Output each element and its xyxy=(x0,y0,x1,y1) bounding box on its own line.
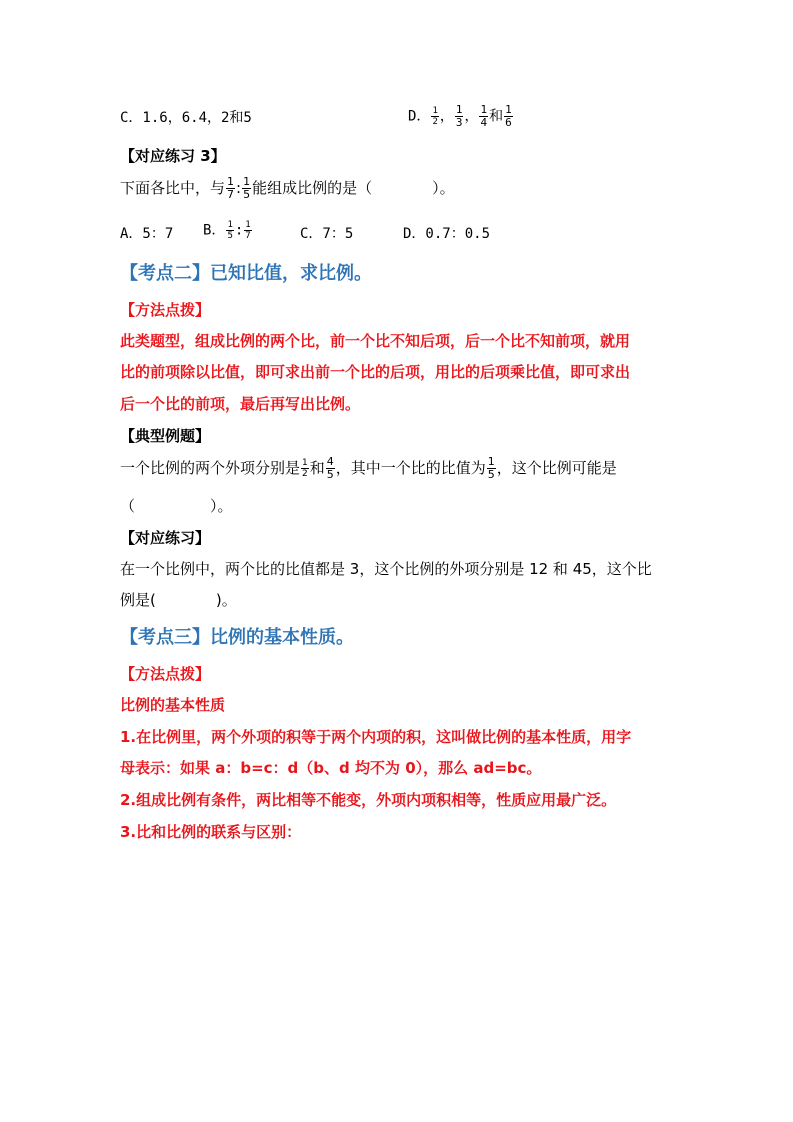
fraction-denominator: 5 xyxy=(243,188,251,201)
option-b-label: B． xyxy=(203,222,226,239)
separator: ， xyxy=(439,108,454,125)
topic3-line-2: 母表示：如果 a：b=c：d（b、d 均不为 0），那么 ad=bc。 xyxy=(120,759,542,777)
fraction-denominator: 4 xyxy=(480,116,488,129)
practice3-stem xyxy=(120,176,455,201)
fraction-denominator: 6 xyxy=(505,116,512,129)
fraction-numerator: 1 xyxy=(302,458,308,468)
prev-option-d-fraction-4 xyxy=(504,104,513,129)
example-fraction-3 xyxy=(487,456,496,481)
option-b-fraction-1 xyxy=(226,220,233,241)
topic2-method-line-3: 后一个比的前项，最后再写出比例。 xyxy=(120,395,361,413)
fraction-numerator: 1 xyxy=(487,455,495,468)
fraction-denominator: 2 xyxy=(432,117,438,127)
topic3-line-4: 3.比和比例的联系与区别： xyxy=(120,823,302,841)
practice3-options xyxy=(0,222,793,246)
stem-text: 一个比例的两个外项分别是 xyxy=(120,459,301,477)
stem-text: 能组成比例的是（ ）。 xyxy=(252,179,455,197)
topic2-example-blank: （ ）。 xyxy=(120,497,233,515)
conjunction: 和 xyxy=(489,108,504,125)
topic2-method-line-2: 比的前项除以比值，即可求出前一个比的后项，用比的后项乘比值，即可求出 xyxy=(120,363,631,381)
stem-text: ，其中一个比的比值为 xyxy=(335,459,486,477)
option-b-fraction-2 xyxy=(244,220,251,241)
fraction-denominator: 7 xyxy=(227,188,235,201)
fraction-numerator: 4 xyxy=(326,455,334,468)
option-a: A．5：7 xyxy=(120,226,174,242)
separator: ， xyxy=(464,108,479,125)
fraction-numerator: 1 xyxy=(455,103,463,116)
topic2-example-stem xyxy=(120,456,617,481)
prev-option-d xyxy=(408,104,514,129)
stem-fraction-1 xyxy=(226,176,235,201)
topic3-heading: 【考点三】比例的基本性质。 xyxy=(120,627,354,648)
fraction-denominator: 2 xyxy=(302,469,308,479)
prev-option-d-fraction-2 xyxy=(455,104,464,129)
stem-fraction-2 xyxy=(242,176,251,201)
topic2-heading: 【考点二】已知比值，求比例。 xyxy=(120,263,372,284)
prev-option-d-fraction-1 xyxy=(431,106,438,127)
fraction-numerator: 1 xyxy=(243,175,251,188)
conjunction: 和 xyxy=(309,459,325,477)
fraction-numerator: 1 xyxy=(245,220,251,230)
example-fraction-1 xyxy=(301,458,309,479)
topic2-practice-line-2: 例是( )。 xyxy=(120,591,237,609)
topic3-line-1: 1.在比例里，两个外项的积等于两个内项的积，这叫做比例的基本性质，用字 xyxy=(120,728,632,746)
ratio-colon: : xyxy=(234,222,244,239)
topic3-subtitle: 比例的基本性质 xyxy=(120,696,226,714)
topic2-method-line-1: 此类题型，组成比例的两个比，前一个比不知后项，后一个比不知前项，就用 xyxy=(120,332,631,350)
fraction-denominator: 7 xyxy=(245,231,251,241)
practice3-heading: 【对应练习 3】 xyxy=(120,147,226,165)
fraction-denominator: 5 xyxy=(227,231,233,241)
topic3-method-heading: 【方法点拨】 xyxy=(120,665,211,683)
stem-text: 下面各比中，与 xyxy=(120,179,226,197)
fraction-numerator: 1 xyxy=(227,220,233,230)
fraction-numerator: 1 xyxy=(227,175,235,188)
prev-option-d-fraction-3 xyxy=(479,104,488,129)
fraction-numerator: 1 xyxy=(505,103,512,116)
fraction-numerator: 1 xyxy=(480,103,488,116)
topic2-method-heading: 【方法点拨】 xyxy=(120,301,211,319)
topic2-practice-line-1: 在一个比例中，两个比的比值都是 3，这个比例的外项分别是 12 和 45，这个比 xyxy=(120,560,652,578)
fraction-denominator: 5 xyxy=(487,468,495,481)
fraction-numerator: 1 xyxy=(432,106,438,116)
option-d: D．0.7：0.5 xyxy=(403,226,491,242)
topic3-line-3: 2.组成比例有条件，两比相等不能变，外项内项积相等，性质应用最广泛。 xyxy=(120,791,617,809)
fraction-denominator: 3 xyxy=(455,116,463,129)
option-c: C．7：5 xyxy=(300,226,354,242)
stem-text: ，这个比例可能是 xyxy=(496,459,617,477)
fraction-denominator: 5 xyxy=(326,468,334,481)
topic2-example-heading: 【典型例题】 xyxy=(120,427,211,445)
example-fraction-2 xyxy=(326,456,335,481)
prev-option-c: C．1.6，6.4，2和5 xyxy=(120,110,252,126)
prev-option-d-label: D． xyxy=(408,108,431,125)
ratio-colon: : xyxy=(236,179,242,197)
option-b xyxy=(203,220,253,241)
topic2-practice-heading: 【对应练习】 xyxy=(120,529,211,547)
